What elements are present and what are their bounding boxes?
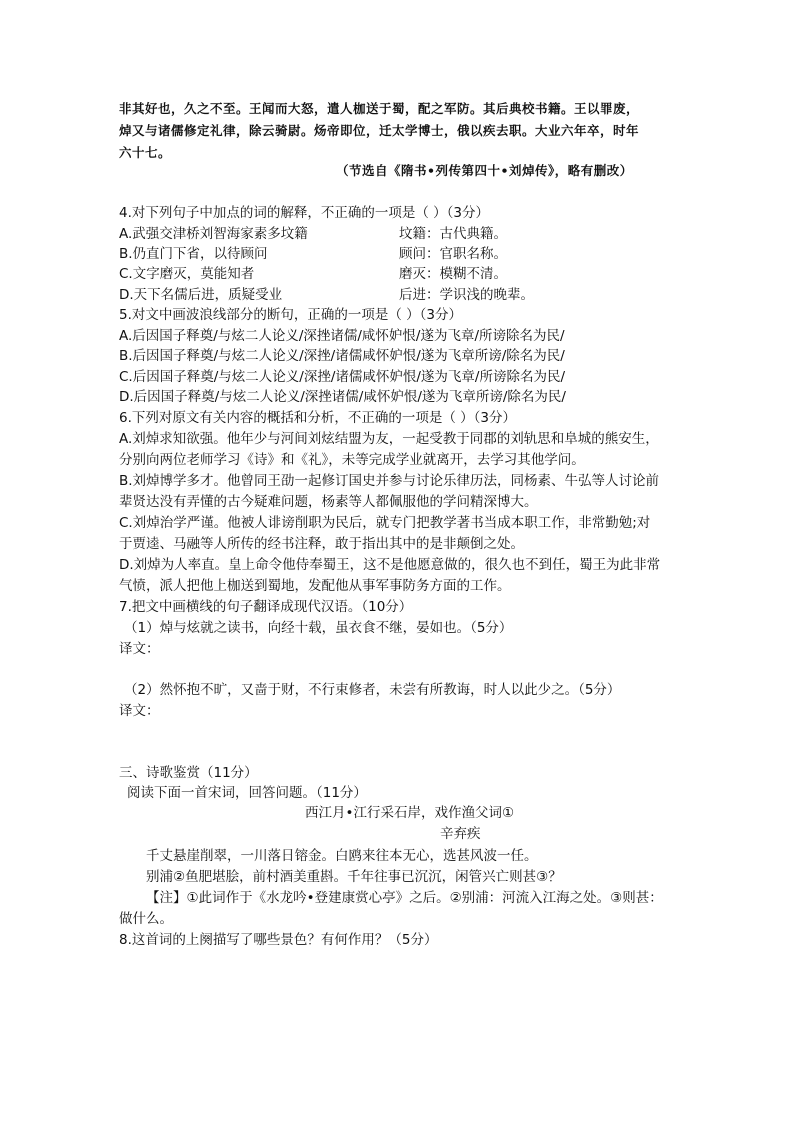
q7-stem: 7.把文中画横线的句子翻译成现代汉语。（10分） — [119, 599, 413, 615]
q6-line-3: B.刘焯博学多才。他曾同王劭一起修订国史并参与讨论乐律历法，同杨素、牛弘等人讨论前 — [119, 473, 660, 489]
q4-option-a-text: A.武强交津桥刘智海家素多坟籍 — [119, 226, 308, 242]
poem-title: 西江月•江行采石岸，戏作渔父词① — [305, 805, 515, 821]
q7-sub2: （2）然怀抱不旷，又啬于财，不行束修者，未尝有所教诲，时人以此少之。（5分） — [124, 682, 621, 698]
q5-option-d: D.后因国子释奠/与炫二人论义/深挫诸儒/咸怀妒恨/遂为飞章所谤/除名为民/ — [119, 389, 566, 405]
q4-option-c-note: 磨灭：模糊不清。 — [399, 266, 507, 282]
q7-sub1: （1）焯与炫就之读书，向经十载，虽衣食不继，晏如也。（5分） — [124, 620, 513, 636]
q6-line-7: D.刘焯为人率直。皇上命令他侍奉蜀王，这不是他愿意做的，很久也不到任，蜀王为此非常 — [119, 557, 661, 573]
q6-line-6: 于贾逵、马融等人所传的经书注释，敢于指出其中的是非颠倒之处。 — [119, 536, 524, 552]
q8-stem: 8.这首词的上阕描写了哪些景色？有何作用？（5分） — [119, 932, 438, 948]
passage-line-3: 六十七。 — [119, 145, 172, 160]
q7-translation-label-2: 译文： — [119, 703, 160, 719]
q4-stem: 4.对下列句子中加点的词的解释，不正确的一项是（ ）（3分） — [119, 205, 490, 221]
q6-line-2: 分别向两位老师学习《诗》和《礼》，未等完成学业就离开，去学习其他学问。 — [119, 452, 585, 468]
q7-translation-label-1: 译文： — [119, 641, 160, 657]
q6-line-1: A.刘焯求知欲强。他年少与河间刘炫结盟为友，一起受教于同郡的刘轨思和阜城的熊安生， — [119, 431, 659, 447]
poem-author: 辛弃疾 — [440, 826, 481, 842]
poem-note-1: 【注】①此词作于《水龙吟•登建康赏心亭》之后。②别浦：河流入江海之处。③则甚： — [146, 890, 663, 906]
q6-stem: 6.下列对原文有关内容的概括和分析，不正确的一项是（ ）（3分） — [119, 410, 517, 426]
q5-option-b: B.后因国子释奠/与炫二人论义/深挫/诸儒咸怀妒恨/遂为飞章所谤/除名为民/ — [119, 348, 565, 364]
q4-option-b-note: 顾问：官职名称。 — [399, 246, 507, 262]
q4-option-d-note: 后进：学识浅的晚辈。 — [399, 287, 534, 303]
q4-option-c: C.文字磨灭，莫能知者 — [119, 266, 255, 282]
section3-heading: 三、诗歌鉴赏（11分） — [119, 765, 258, 781]
passage-source: （节选自《隋书•列传第四十•刘焯传》，略有删改） — [336, 163, 633, 178]
q4-option-a — [119, 225, 308, 243]
poem-note-2: 做什么。 — [119, 911, 173, 927]
q5-stem: 5.对文中画波浪线部分的断句，正确的一项是（ ）（3分） — [119, 307, 463, 323]
q4-option-a-note: 坟籍：古代典籍。 — [399, 226, 507, 242]
poem-line-1: 千丈悬崖削翠，一川落日镕金。白鸥来往本无心，选甚风波一任。 — [146, 848, 538, 864]
q5-option-c: C.后因国子释奠/与炫二人论义/深挫/诸儒咸怀妒恨/遂为飞章/所谤除名为民/ — [119, 369, 566, 385]
poem-line-2: 别浦②鱼肥堪脍，前村酒美重斟。千年往事已沉沉，闲管兴亡则甚③？ — [146, 869, 562, 885]
passage-line-1: 非其好也，久之不至。王闻而大怒，遣人枷送于蜀，配之军防。其后典校书籍。王以罪废， — [119, 101, 640, 116]
q6-line-5: C.刘焯治学严谨。他被人诽谤削职为民后，就专门把教学著书当成本职工作，非常勤勉;对 — [119, 515, 651, 531]
section3-intro: 阅读下面一首宋词，回答问题。（11分） — [127, 785, 367, 801]
passage-line-2: 焯又与诸儒修定礼律，除云骑尉。炀帝即位，迁太学博士，俄以疾去职。大业六年卒，时年 — [119, 123, 640, 138]
q5-option-a: A.后因国子释奠/与炫二人论义/深挫诸儒/咸怀妒恨/遂为飞章/所谤除名为民/ — [119, 328, 565, 344]
q6-line-8: 气愤，派人把他上枷送到蜀地，发配他从事军事防务方面的工作。 — [119, 578, 511, 594]
q4-option-d: D.天下名儒后进，质疑受业 — [119, 287, 283, 303]
q6-line-4: 辈贤达没有弄懂的古今疑难问题，杨素等人都佩服他的学问精深博大。 — [119, 494, 538, 510]
q4-option-b: B.仍直门下省，以待顾问 — [119, 246, 268, 262]
